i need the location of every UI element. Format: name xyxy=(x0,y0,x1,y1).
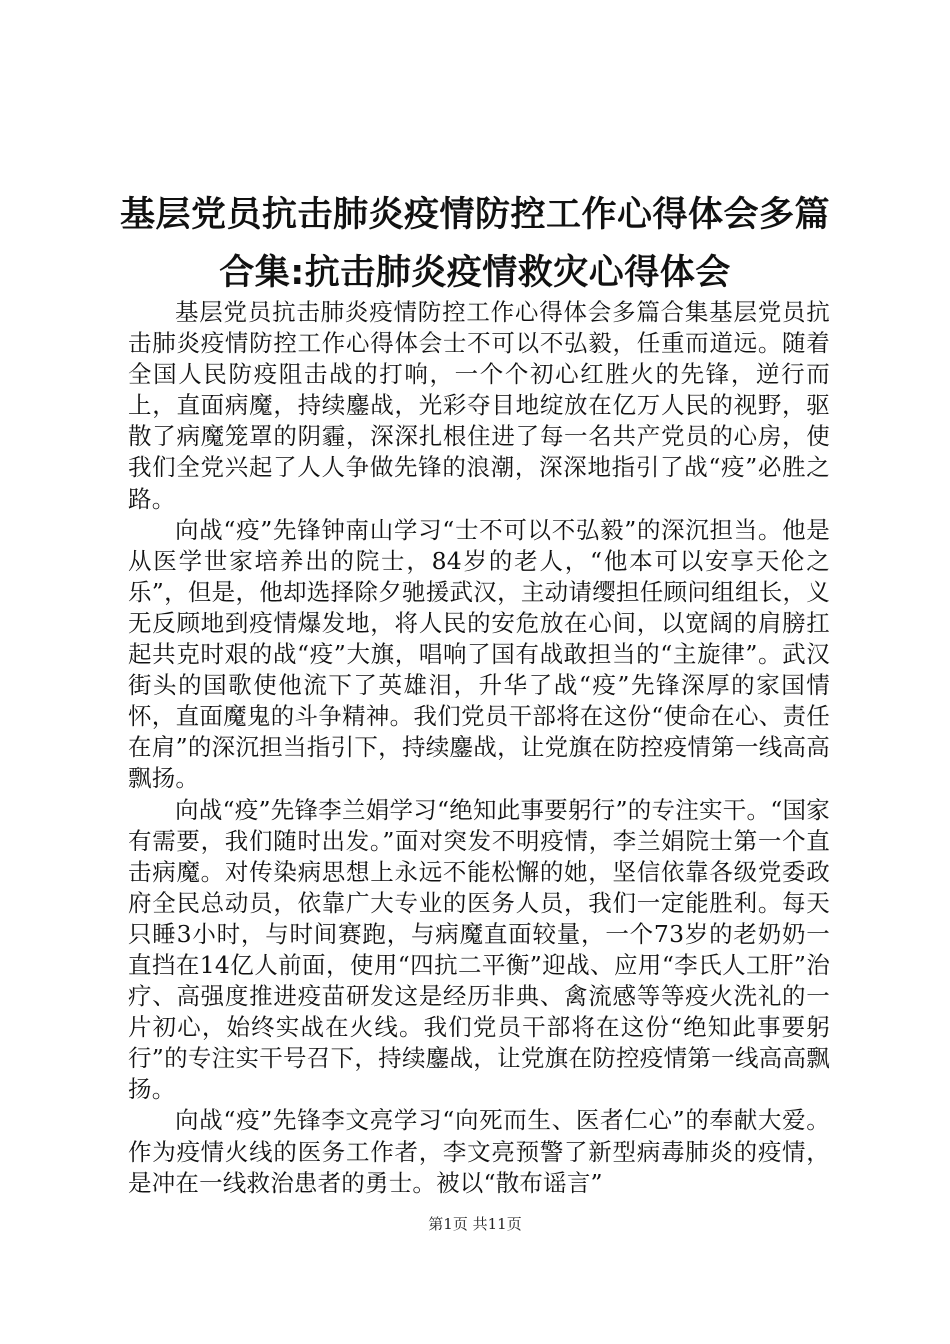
document-title xyxy=(100,186,850,302)
paragraph-li-wenliang: 向战“疫”先锋李文亮学习“向死而生、医者仁心”的奉献大爱。作为疫情火线的医务工作者，李文亮预警了新型病毒肺炎的疫情，是冲在一线救治患者的勇士。被以“散布谣言” xyxy=(128,1106,830,1197)
paragraph-li-lanjuan: 向战“疫”先锋李兰娟学习“绝知此事要躬行”的专注实干。“国家有需要，我们随时出发。”面对突发不明疫情，李兰娟院士第一个直击病魔。对传染病思想上永远不能松懈的她，坚信依靠各级党委政府全民总动员，依靠广大专业的医务人员，我们一定能胜利。每天只睡3小时，与时间赛跑，与病魔直面较量，一个73岁的老奶奶一直挡在14亿人前面，使用“四抗二平衡”迎战、应用“李氏人工肝”治疗、高强度推进疫苗研发这是经历非典、禽流感等等疫火洗礼的一片初心，始终实战在火线。我们党员干部将在这份“绝知此事要躬行”的专注实干号召下，持续鏖战，让党旗在防控疫情第一线高高飘扬。 xyxy=(128,795,830,1104)
paragraph-intro: 基层党员抗击肺炎疫情防控工作心得体会多篇合集基层党员抗击肺炎疫情防控工作心得体会士不可以不弘毅，任重而道远。随着全国人民防疫阻击战的打响，一个个初心红胜火的先锋，逆行而上，直面病魔，持续鏖战，光彩夺目地绽放在亿万人民的视野，驱散了病魔笼罩的阴霾，深深扎根住进了每一名共产党员的心房，使我们全党兴起了人人争做先锋的浪潮，深深地指引了战“疫”必胜之路。 xyxy=(128,298,830,513)
document-body xyxy=(128,297,830,1199)
page-number-footer: 第1页 共11页 xyxy=(428,1215,522,1233)
title-line-1: 基层党员抗击肺炎疫情防控工作心得体会多篇 xyxy=(119,195,830,235)
title-line-2: 合集:抗击肺炎疫情救灾心得体会 xyxy=(219,253,731,293)
paragraph-zhong-nanshan: 向战“疫”先锋钟南山学习“士不可以不弘毅”的深沉担当。他是从医学世家培养出的院士，84岁的老人，“他本可以安享天伦之乐”，但是，他却选择除夕驰援武汉，主动请缨担任顾问组组长，义无反顾地到疫情爆发地，将人民的安危放在心间，以宽阔的肩膀扛起共克时艰的战“疫”大旗，唱响了国有战敢担当的“主旋律”。武汉街头的国歌使他流下了英雄泪，升华了战“疫”先锋深厚的家国情怀，直面魔鬼的斗争精神。我们党员干部将在这份“使命在心、责任在肩”的深沉担当指引下，持续鏖战，让党旗在防控疫情第一线高高飘扬。 xyxy=(128,515,830,793)
